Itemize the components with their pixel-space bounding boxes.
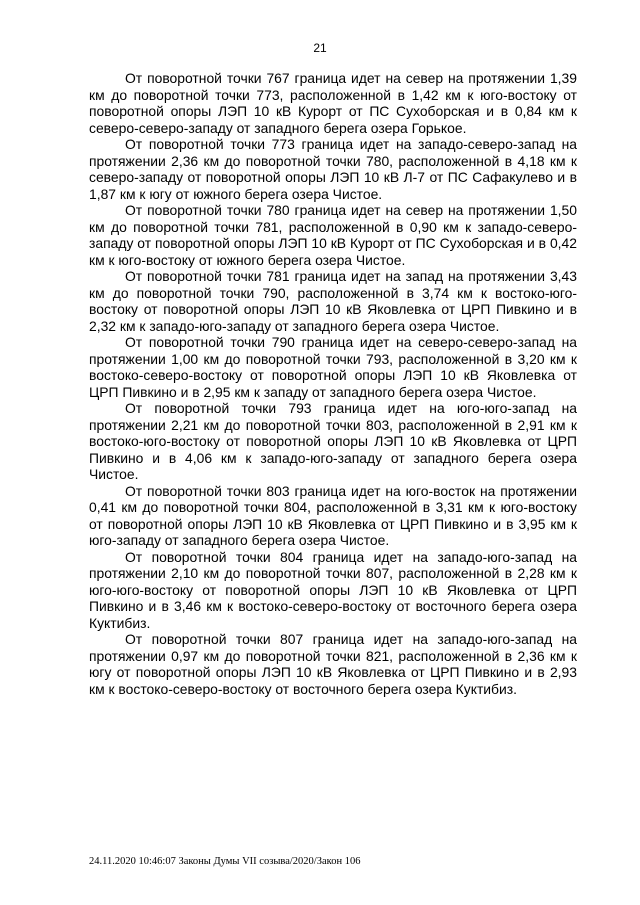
paragraph-point-780: От поворотной точки 780 граница идет на север на протяжении 1,50 км до поворотной точки 781, расположенной в 0,90 км к западо-северо-западу от поворотной опоры ЛЭП 10 кВ Курорт от ПС Сухоборская и в 0,42 км к юго-востоку от южного берега озера Чистое. <box>89 202 577 268</box>
paragraph-point-781: От поворотной точки 781 граница идет на запад на протяжении 3,43 км до поворотной точки 790, расположенной в 3,74 км к востоко-юго-востоку от поворотной опоры ЛЭП 10 кВ Яковлевка от ЦРП Пивкино и в 2,32 км к западо-юго-западу от западного берега озера Чистое. <box>89 268 577 334</box>
paragraph-point-767: От поворотной точки 767 граница идет на север на протяжении 1,39 км до поворотной точки 773, расположенной в 1,42 км к юго-востоку от поворотной опоры ЛЭП 10 кВ Курорт от ПС Сухоборская и в 0,84 км к северо-северо-западу от западного берега озера Горькое. <box>89 70 577 136</box>
page-number: 21 <box>313 41 327 55</box>
paragraph-point-807: От поворотной точки 807 граница идет на западо-юго-запад на протяжении 0,97 км до поворотной точки 821, расположенной в 2,36 км к югу от поворотной опоры ЛЭП 10 кВ Яковлевка от ЦРП Пивкино и в 2,93 км к востоко-северо-востоку от восточного берега озера Куктибиз. <box>89 631 577 697</box>
document-footer: 24.11.2020 10:46:07 Законы Думы VII созыва/2020/Закон 106 <box>89 856 361 867</box>
paragraph-point-793: От поворотной точки 793 граница идет на юго-юго-запад на протяжении 2,21 км до поворотной точки 803, расположенной в 2,91 км к востоко-юго-востоку от поворотной опоры ЛЭП 10 кВ Яковлевка от ЦРП Пивкино и в 4,06 км к западо-юго-западу от западного берега озера Чистое. <box>89 400 577 482</box>
paragraph-point-804: От поворотной точки 804 граница идет на западо-юго-запад на протяжении 2,10 км до поворотной точки 807, расположенной в 2,28 км к юго-юго-востоку от поворотной опоры ЛЭП 10 кВ Яковлевка от ЦРП Пивкино и в 3,46 км к востоко-северо-востоку от восточного берега озера Куктибиз. <box>89 548 577 631</box>
document-body <box>89 70 577 697</box>
paragraph-point-773: От поворотной точки 773 граница идет на западо-северо-запад на протяжении 2,36 км до поворотной точки 780, расположенной в 4,18 км к северо-западу от поворотной опоры ЛЭП 10 кВ Л-7 от ПС Сафакулево и в 1,87 км к югу от южного берега озера Чистое. <box>89 136 577 202</box>
paragraph-point-790: От поворотной точки 790 граница идет на северо-северо-запад на протяжении 1,00 км до поворотной точки 793, расположенной в 3,20 км к востоко-северо-востоку от поворотной опоры ЛЭП 10 кВ Яковлевка от ЦРП Пивкино и в 2,95 км к западу от западного берега озера Чистое. <box>89 334 577 400</box>
paragraph-point-803: От поворотной точки 803 граница идет на юго-восток на протяжении 0,41 км до поворотной точки 804, расположенной в 3,31 км к юго-востоку от поворотной опоры ЛЭП 10 кВ Яковлевка от ЦРП Пивкино и в 3,95 км к юго-западу от западного берега озера Чистое. <box>89 482 577 548</box>
